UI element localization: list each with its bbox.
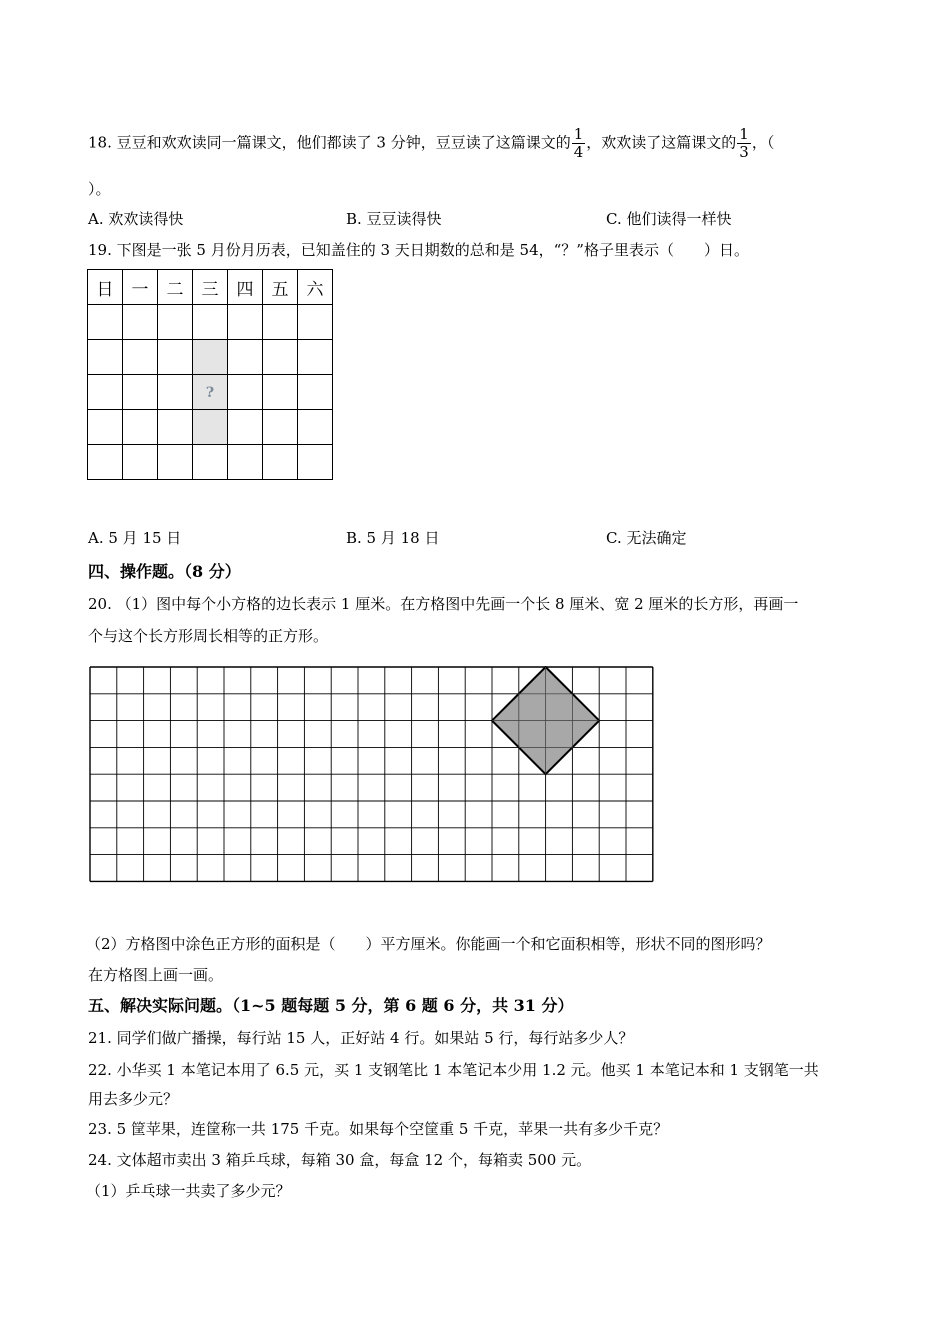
calendar-cell [123,410,158,445]
section-4-title: 四、操作题。（8 分） [88,562,241,581]
calendar-cell [263,340,298,375]
calendar-cell [88,375,123,410]
fraction-one-quarter: $\frac{1}{4}$ [573,125,584,161]
calendar-cell [263,375,298,410]
q18-text-a: 18. 豆豆和欢欢读同一篇课文，他们都读了 3 分钟，豆豆读了这篇课文的 [88,133,571,152]
calendar-cell [158,410,193,445]
q18-text-b: ，欢欢读了这篇课文的 [586,133,737,152]
question-mark: ? [205,385,215,401]
weekday-sun: 日 [88,270,123,305]
calendar-cell [123,305,158,340]
weekday-sat: 六 [298,270,333,305]
q20-line1: 20. （1）图中每个小方格的边长表示 1 厘米。在方格图中先画一个长 8 厘米、宽 2 厘米的长方形，再画一 [88,595,799,613]
q18-text-c: ，（ [751,133,775,152]
calendar-cell [228,305,263,340]
calendar-cell [158,375,193,410]
q20-part2-line1: （2）方格图中涂色正方形的面积是（ ）平方厘米。你能画一个和它面积相等，形状不同的图形吗？ [86,935,771,953]
weekday-wed: 三 [193,270,228,305]
grid-lines-over-square [492,667,599,774]
q21-text: 21. 同学们做广播操，每行站 15 人，正好站 4 行。如果站 5 行，每行站多少人？ [88,1029,634,1047]
calendar-cell [193,305,228,340]
calendar-row [88,340,333,375]
q22-line2: 用去多少元？ [88,1090,179,1108]
calendar-cell [123,375,158,410]
calendar-cell [298,410,333,445]
q18-option-a[interactable]: A. 欢欢读得快 [88,210,184,228]
covered-cell-top [193,340,228,375]
calendar-cell [228,340,263,375]
calendar-cell [193,445,228,480]
calendar-cell [88,410,123,445]
calendar-row [88,305,333,340]
calendar-cell [158,305,193,340]
fraction-one-third: $\frac{1}{3}$ [739,125,749,161]
q19-option-b[interactable]: B. 5 月 18 日 [346,529,440,547]
calendar-cell [88,305,123,340]
q18-option-c[interactable]: C. 他们读得一样快 [606,210,732,228]
q18-option-b[interactable]: B. 豆豆读得快 [346,210,442,228]
q24-part1: （1）乒乓球一共卖了多少元？ [86,1182,291,1200]
q19-option-c[interactable]: C. 无法确定 [606,529,687,547]
weekday-thu: 四 [228,270,263,305]
weekday-mon: 一 [123,270,158,305]
q20-part2-line2: 在方格图上画一画。 [88,966,224,984]
calendar-cell [263,305,298,340]
q18-line2: ）。 [88,180,111,198]
covered-cell-question [193,375,228,410]
calendar-cell [123,445,158,480]
calendar-cell [228,445,263,480]
calendar-cell [263,410,298,445]
calendar-header-row [88,270,333,305]
calendar-cell [228,410,263,445]
covered-cell-bottom [193,410,228,445]
calendar-cell [298,340,333,375]
calendar-cell [158,340,193,375]
calendar-cell [298,375,333,410]
square-grid[interactable] [89,666,654,884]
calendar-cell [263,445,298,480]
calendar-cell [123,340,158,375]
q24-text: 24. 文体超市卖出 3 箱乒乓球，每箱 30 盒，每盒 12 个，每箱卖 500 元。 [88,1151,592,1169]
q18-line1 [88,126,774,161]
calendar-row [88,375,333,410]
q22-line1: 22. 小华买 1 本笔记本用了 6.5 元，买 1 支钢笔比 1 本笔记本少用 1.2 元。他买 1 本笔记本和 1 支钢笔一共 [88,1061,819,1079]
calendar-cell [298,445,333,480]
section-5-title: 五、解决实际问题。（1~5 题每题 5 分，第 6 题 6 分，共 31 分） [88,996,574,1015]
calendar-row [88,410,333,445]
calendar-row [88,445,333,480]
calendar-cell [88,445,123,480]
q19-text: 19. 下图是一张 5 月份月历表，已知盖住的 3 天日期数的总和是 54，“？”格子里表示（ ）日。 [88,241,749,259]
q20-line2: 个与这个长方形周长相等的正方形。 [88,627,329,645]
calendar-cell [88,340,123,375]
weekday-tue: 二 [158,270,193,305]
q19-option-a[interactable]: A. 5 月 15 日 [88,529,182,547]
weekday-fri: 五 [263,270,298,305]
calendar-cell [228,375,263,410]
calendar-table [87,269,333,480]
calendar-cell [298,305,333,340]
calendar-cell [158,445,193,480]
q23-text: 23. 5 筐苹果，连筐称一共 175 千克。如果每个空筐重 5 千克，苹果一共有多少千克？ [88,1120,669,1138]
